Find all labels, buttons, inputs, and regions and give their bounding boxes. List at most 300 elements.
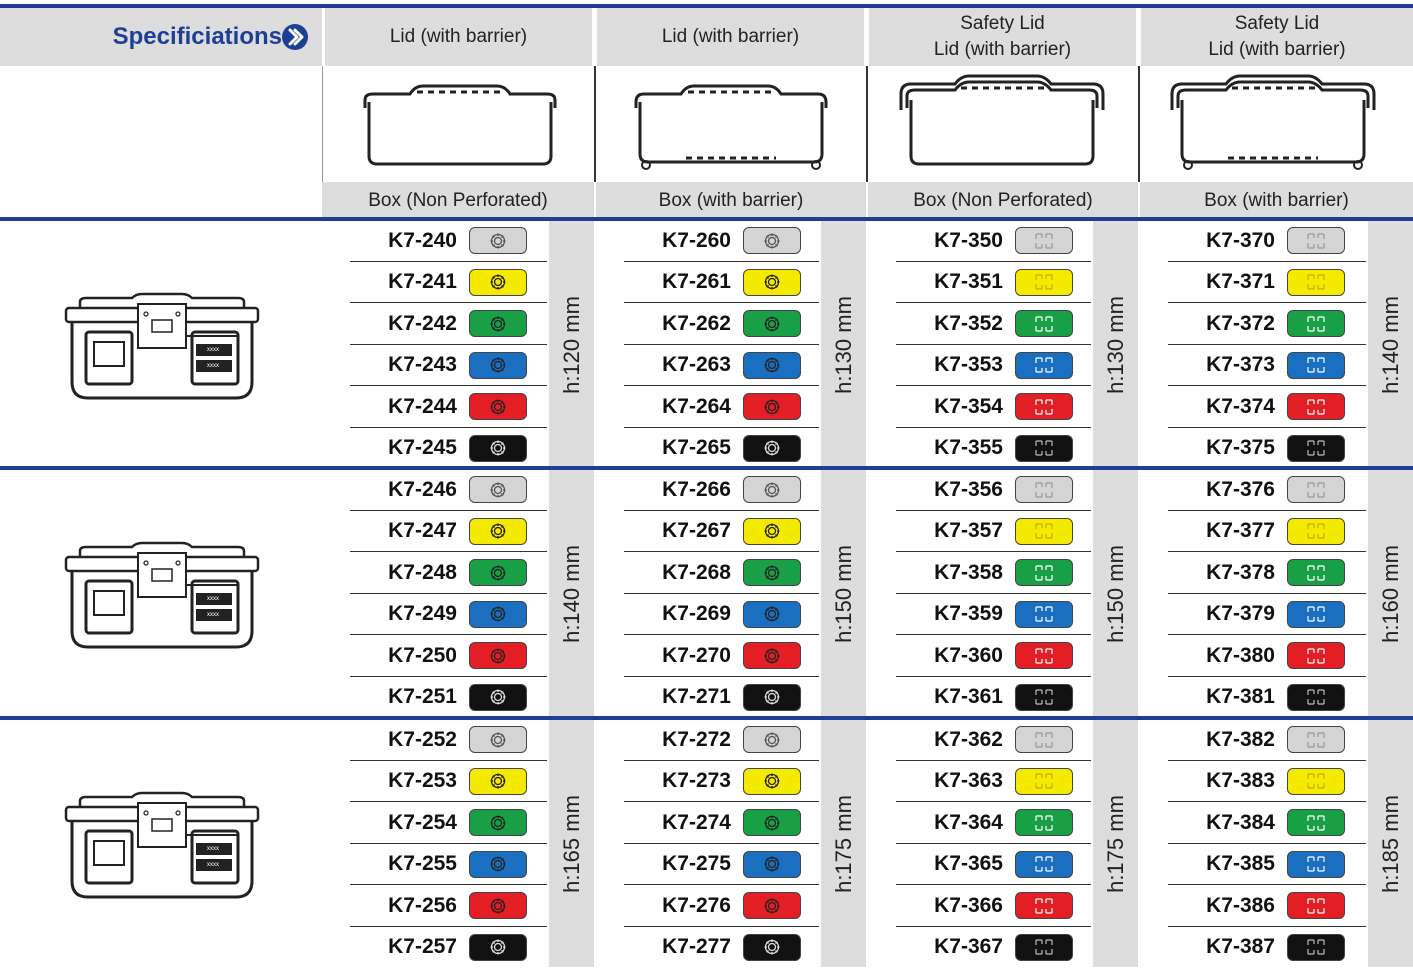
color-swatch <box>1015 393 1073 420</box>
product-code: K7-247 <box>388 519 457 543</box>
height-label-text: h:140 mm <box>1377 295 1403 394</box>
round-filter-icon <box>763 605 781 623</box>
product-row <box>322 220 549 262</box>
product-row <box>868 635 1093 677</box>
square-filter-icon <box>1306 731 1326 749</box>
product-code: K7-244 <box>388 394 457 418</box>
color-swatch <box>1015 601 1073 628</box>
color-swatch <box>469 768 527 795</box>
height-label <box>1368 720 1413 967</box>
color-swatch <box>1015 768 1073 795</box>
square-filter-icon <box>1034 273 1054 291</box>
square-filter-icon <box>1034 938 1054 956</box>
round-filter-icon <box>763 398 781 416</box>
color-swatch <box>469 601 527 628</box>
color-swatch <box>743 518 801 545</box>
color-swatch <box>743 352 801 379</box>
square-filter-icon <box>1306 522 1326 540</box>
product-row <box>596 677 821 719</box>
square-filter-icon <box>1306 439 1326 457</box>
round-filter-icon <box>763 855 781 873</box>
product-row <box>1140 719 1368 761</box>
height-label-text: h:175 mm <box>830 794 856 893</box>
height-label <box>821 470 866 717</box>
color-swatch <box>1015 809 1073 836</box>
round-filter-icon <box>489 232 507 250</box>
column-header-1: Lid (with barrier) <box>325 8 592 66</box>
color-swatch <box>1287 892 1345 919</box>
product-row <box>596 635 821 677</box>
product-code: K7-269 <box>662 602 731 626</box>
product-row <box>596 927 821 968</box>
product-row <box>322 802 549 844</box>
box-label-text: xxxx <box>207 363 219 369</box>
column-divider <box>322 66 323 182</box>
product-code: K7-264 <box>662 394 731 418</box>
product-code: K7-379 <box>1206 602 1275 626</box>
diagram-safety-box-with-barrier <box>1166 74 1381 172</box>
product-row <box>868 511 1093 553</box>
color-swatch <box>743 269 801 296</box>
color-swatch <box>1287 227 1345 254</box>
product-code: K7-253 <box>388 769 457 793</box>
product-code: K7-381 <box>1206 685 1275 709</box>
product-code: K7-386 <box>1206 893 1275 917</box>
round-filter-icon <box>763 564 781 582</box>
product-row <box>1140 386 1368 428</box>
product-code: K7-385 <box>1206 852 1275 876</box>
square-filter-icon <box>1306 897 1326 915</box>
product-row <box>322 552 549 594</box>
height-label-text: h:185 mm <box>1377 794 1403 893</box>
round-filter-icon <box>763 481 781 499</box>
product-row <box>596 594 821 636</box>
box-label-text: xxxx <box>207 862 219 868</box>
round-filter-icon <box>489 772 507 790</box>
color-swatch <box>1287 809 1345 836</box>
square-filter-icon <box>1034 605 1054 623</box>
square-filter-icon <box>1306 232 1326 250</box>
color-swatch <box>1287 726 1345 753</box>
product-row <box>596 511 821 553</box>
product-row <box>1140 844 1368 886</box>
square-filter-icon <box>1306 688 1326 706</box>
color-swatch <box>743 851 801 878</box>
square-filter-icon <box>1306 273 1326 291</box>
round-filter-icon <box>763 356 781 374</box>
product-code: K7-274 <box>662 810 731 834</box>
color-swatch <box>469 684 527 711</box>
product-code: K7-275 <box>662 852 731 876</box>
box-label-text: xxxx <box>207 347 219 353</box>
product-code: K7-382 <box>1206 727 1275 751</box>
color-swatch <box>743 768 801 795</box>
product-code: K7-273 <box>662 769 731 793</box>
height-label <box>549 720 594 967</box>
color-swatch <box>1287 851 1345 878</box>
product-row <box>322 761 549 803</box>
height-label <box>1093 470 1138 717</box>
product-row <box>868 262 1093 304</box>
product-row <box>1140 761 1368 803</box>
product-code: K7-367 <box>934 935 1003 959</box>
product-row <box>868 386 1093 428</box>
product-code: K7-245 <box>388 436 457 460</box>
round-filter-icon <box>763 439 781 457</box>
color-swatch <box>743 684 801 711</box>
color-swatch <box>1015 642 1073 669</box>
product-code: K7-268 <box>662 560 731 584</box>
product-row <box>1140 303 1368 345</box>
color-swatch <box>469 892 527 919</box>
square-filter-icon <box>1306 814 1326 832</box>
product-code: K7-377 <box>1206 519 1275 543</box>
product-code: K7-362 <box>934 727 1003 751</box>
square-filter-icon <box>1306 647 1326 665</box>
diagram-safety-box-nonperforated <box>895 74 1110 172</box>
product-row <box>596 552 821 594</box>
square-filter-icon <box>1034 481 1054 499</box>
height-label-text: h:130 mm <box>1102 295 1128 394</box>
product-row <box>1140 802 1368 844</box>
round-filter-icon <box>763 938 781 956</box>
product-code: K7-241 <box>388 270 457 294</box>
color-swatch <box>469 310 527 337</box>
diagram-box-nonperforated <box>355 80 565 172</box>
color-swatch <box>1287 642 1345 669</box>
product-row <box>1140 635 1368 677</box>
column-header-3: Safety Lid Lid (with barrier) <box>869 8 1136 66</box>
product-row <box>1140 511 1368 553</box>
round-filter-icon <box>763 315 781 333</box>
round-filter-icon <box>763 814 781 832</box>
product-row <box>868 345 1093 387</box>
product-row <box>868 220 1093 262</box>
color-swatch <box>1287 559 1345 586</box>
product-code: K7-242 <box>388 311 457 335</box>
column-header-4: Safety Lid Lid (with barrier) <box>1141 8 1413 66</box>
product-row <box>596 386 821 428</box>
color-swatch <box>1015 934 1073 961</box>
box-label-4: Box (with barrier) <box>1140 182 1413 220</box>
height-label-text: h:130 mm <box>830 295 856 394</box>
round-filter-icon <box>489 731 507 749</box>
square-filter-icon <box>1034 232 1054 250</box>
product-row <box>868 761 1093 803</box>
product-row <box>868 885 1093 927</box>
product-row <box>596 469 821 511</box>
product-code: K7-359 <box>934 602 1003 626</box>
product-code: K7-261 <box>662 270 731 294</box>
color-swatch <box>469 476 527 503</box>
product-row <box>868 428 1093 470</box>
product-code: K7-251 <box>388 685 457 709</box>
specifications-title <box>0 8 322 66</box>
product-code: K7-374 <box>1206 394 1275 418</box>
square-filter-icon <box>1306 605 1326 623</box>
product-code: K7-372 <box>1206 311 1275 335</box>
product-row <box>1140 927 1368 968</box>
height-label <box>549 470 594 717</box>
product-row <box>322 345 549 387</box>
round-filter-icon <box>489 605 507 623</box>
product-code: K7-355 <box>934 436 1003 460</box>
color-swatch <box>469 809 527 836</box>
square-filter-icon <box>1034 398 1054 416</box>
round-filter-icon <box>763 232 781 250</box>
round-filter-icon <box>489 315 507 333</box>
product-code: K7-260 <box>662 228 731 252</box>
color-swatch <box>1287 934 1345 961</box>
color-swatch <box>1287 768 1345 795</box>
product-row <box>868 303 1093 345</box>
round-filter-icon <box>763 647 781 665</box>
product-code: K7-376 <box>1206 477 1275 501</box>
color-swatch <box>743 601 801 628</box>
product-row <box>1140 677 1368 719</box>
product-code: K7-375 <box>1206 436 1275 460</box>
round-filter-icon <box>489 855 507 873</box>
product-code: K7-248 <box>388 560 457 584</box>
square-filter-icon <box>1034 522 1054 540</box>
product-row <box>868 552 1093 594</box>
product-row <box>1140 469 1368 511</box>
box-label-1: Box (Non Perforated) <box>322 182 594 220</box>
height-label <box>1368 221 1413 468</box>
square-filter-icon <box>1034 688 1054 706</box>
round-filter-icon <box>489 814 507 832</box>
product-code: K7-360 <box>934 643 1003 667</box>
diagram-box-with-barrier <box>626 80 836 172</box>
color-swatch <box>1015 684 1073 711</box>
color-swatch <box>743 809 801 836</box>
height-label <box>1093 720 1138 967</box>
product-code: K7-240 <box>388 228 457 252</box>
height-label <box>821 720 866 967</box>
product-code: K7-352 <box>934 311 1003 335</box>
product-code: K7-350 <box>934 228 1003 252</box>
box-label-text: xxxx <box>207 846 219 852</box>
product-code: K7-257 <box>388 935 457 959</box>
product-row <box>868 594 1093 636</box>
height-label-text: h:150 mm <box>1102 544 1128 643</box>
color-swatch <box>469 352 527 379</box>
color-swatch <box>1015 269 1073 296</box>
product-row <box>868 677 1093 719</box>
product-row <box>322 303 549 345</box>
color-swatch <box>1287 393 1345 420</box>
height-label-text: h:120 mm <box>558 295 584 394</box>
color-swatch <box>1015 851 1073 878</box>
height-label-text: h:165 mm <box>558 794 584 893</box>
box-label-3: Box (Non Perforated) <box>868 182 1138 220</box>
column-divider <box>866 66 868 182</box>
color-swatch <box>469 642 527 669</box>
product-code: K7-384 <box>1206 810 1275 834</box>
product-row <box>868 469 1093 511</box>
square-filter-icon <box>1034 439 1054 457</box>
product-row <box>596 345 821 387</box>
product-code: K7-254 <box>388 810 457 834</box>
color-swatch <box>1287 435 1345 462</box>
square-filter-icon <box>1034 647 1054 665</box>
square-filter-icon <box>1306 772 1326 790</box>
square-filter-icon <box>1306 855 1326 873</box>
round-filter-icon <box>489 688 507 706</box>
product-row <box>868 844 1093 886</box>
product-row <box>322 262 549 304</box>
product-code: K7-267 <box>662 519 731 543</box>
product-image-container <box>62 791 262 903</box>
product-row <box>322 386 549 428</box>
color-swatch <box>469 726 527 753</box>
product-code: K7-243 <box>388 353 457 377</box>
round-filter-icon <box>763 273 781 291</box>
product-row <box>322 635 549 677</box>
product-row <box>1140 428 1368 470</box>
square-filter-icon <box>1034 564 1054 582</box>
product-row <box>1140 885 1368 927</box>
product-code: K7-353 <box>934 353 1003 377</box>
product-code: K7-356 <box>934 477 1003 501</box>
product-code: K7-380 <box>1206 643 1275 667</box>
column-divider <box>594 66 596 182</box>
column-divider <box>594 182 596 220</box>
color-swatch <box>1015 892 1073 919</box>
round-filter-icon <box>489 273 507 291</box>
box-label-2: Box (with barrier) <box>596 182 866 220</box>
color-swatch <box>469 269 527 296</box>
product-code: K7-365 <box>934 852 1003 876</box>
product-code: K7-370 <box>1206 228 1275 252</box>
color-swatch <box>743 559 801 586</box>
height-label <box>549 221 594 468</box>
product-code: K7-358 <box>934 560 1003 584</box>
product-row <box>322 469 549 511</box>
product-row <box>596 220 821 262</box>
round-filter-icon <box>489 356 507 374</box>
color-swatch <box>1015 559 1073 586</box>
product-row <box>1140 552 1368 594</box>
square-filter-icon <box>1306 315 1326 333</box>
product-code: K7-266 <box>662 477 731 501</box>
product-row <box>1140 345 1368 387</box>
product-row <box>596 719 821 761</box>
round-filter-icon <box>763 772 781 790</box>
product-code: K7-255 <box>388 852 457 876</box>
product-code: K7-363 <box>934 769 1003 793</box>
square-filter-icon <box>1306 481 1326 499</box>
product-row <box>322 719 549 761</box>
color-swatch <box>743 393 801 420</box>
color-swatch <box>1287 476 1345 503</box>
color-swatch <box>1287 269 1345 296</box>
round-filter-icon <box>489 564 507 582</box>
color-swatch <box>1015 435 1073 462</box>
product-row <box>868 927 1093 968</box>
product-code: K7-366 <box>934 893 1003 917</box>
round-filter-icon <box>763 731 781 749</box>
round-filter-icon <box>763 688 781 706</box>
color-swatch <box>743 726 801 753</box>
square-filter-icon <box>1034 897 1054 915</box>
color-swatch <box>469 227 527 254</box>
product-code: K7-262 <box>662 311 731 335</box>
color-swatch <box>1015 310 1073 337</box>
height-label-text: h:150 mm <box>830 544 856 643</box>
product-row <box>596 428 821 470</box>
round-filter-icon <box>763 522 781 540</box>
color-swatch <box>743 934 801 961</box>
box-label-text: xxxx <box>207 612 219 618</box>
round-filter-icon <box>763 897 781 915</box>
product-code: K7-265 <box>662 436 731 460</box>
color-swatch <box>469 518 527 545</box>
square-filter-icon <box>1034 315 1054 333</box>
square-filter-icon <box>1034 731 1054 749</box>
product-row <box>596 844 821 886</box>
square-filter-icon <box>1034 356 1054 374</box>
specifications-title-text: Specificiations <box>112 23 282 50</box>
round-filter-icon <box>489 439 507 457</box>
product-code: K7-252 <box>388 727 457 751</box>
product-image-container <box>62 541 262 653</box>
color-swatch <box>1015 476 1073 503</box>
square-filter-icon <box>1306 356 1326 374</box>
square-filter-icon <box>1306 564 1326 582</box>
round-filter-icon <box>489 522 507 540</box>
square-filter-icon <box>1306 938 1326 956</box>
product-row <box>1140 262 1368 304</box>
height-label <box>1368 470 1413 717</box>
product-code: K7-378 <box>1206 560 1275 584</box>
round-filter-icon <box>489 647 507 665</box>
product-code: K7-371 <box>1206 270 1275 294</box>
color-swatch <box>1015 227 1073 254</box>
product-code: K7-383 <box>1206 769 1275 793</box>
color-swatch <box>469 393 527 420</box>
product-row <box>322 927 549 968</box>
product-code: K7-250 <box>388 643 457 667</box>
product-code: K7-277 <box>662 935 731 959</box>
product-row <box>596 262 821 304</box>
color-swatch <box>1287 601 1345 628</box>
color-swatch <box>1287 352 1345 379</box>
product-row <box>868 719 1093 761</box>
product-code: K7-263 <box>662 353 731 377</box>
round-filter-icon <box>489 398 507 416</box>
product-row <box>1140 220 1368 262</box>
product-code: K7-387 <box>1206 935 1275 959</box>
product-row <box>322 885 549 927</box>
product-code: K7-256 <box>388 893 457 917</box>
column-divider <box>1138 66 1140 182</box>
product-code: K7-373 <box>1206 353 1275 377</box>
product-code: K7-246 <box>388 477 457 501</box>
product-code: K7-364 <box>934 810 1003 834</box>
square-filter-icon <box>1034 772 1054 790</box>
color-swatch <box>743 476 801 503</box>
product-code: K7-249 <box>388 602 457 626</box>
height-label <box>1093 221 1138 468</box>
color-swatch <box>743 435 801 462</box>
round-filter-icon <box>489 897 507 915</box>
color-swatch <box>469 435 527 462</box>
color-swatch <box>469 934 527 961</box>
product-code: K7-271 <box>662 685 731 709</box>
box-label-blank <box>0 182 322 220</box>
color-swatch <box>1015 352 1073 379</box>
